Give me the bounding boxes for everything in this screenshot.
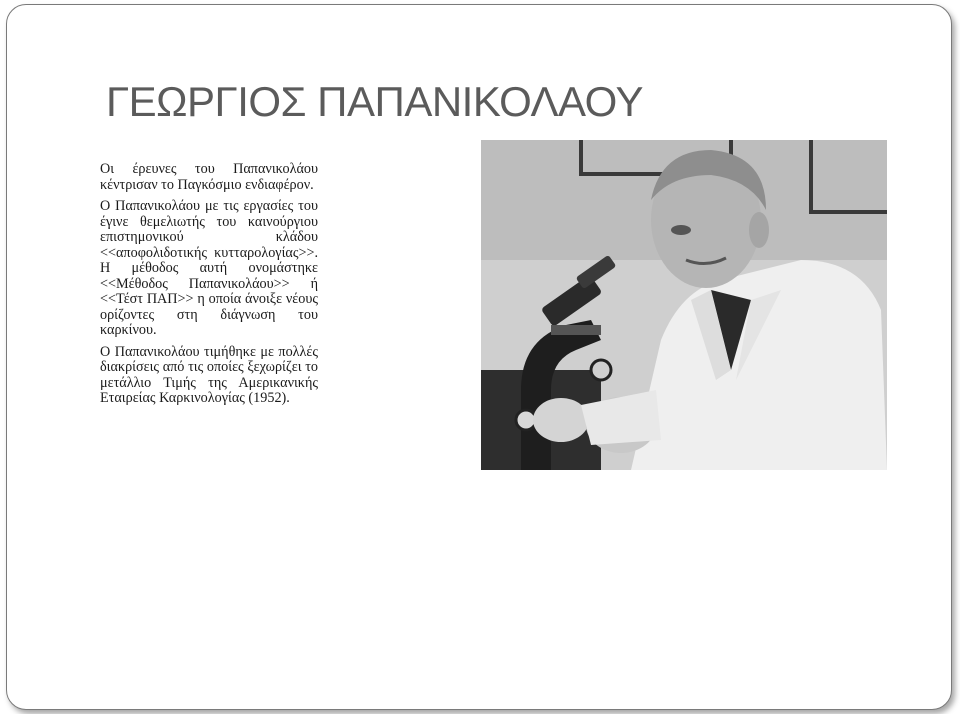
paragraph-honors: Ο Παπανικολάου τιμήθηκε με πολλές διακρίσεις από τις οποίες ξεχωρίζει το μετάλλιο Τιμής της Αμερικανικής Εταιρείας Καρκινολογίας (1952). <box>100 343 318 406</box>
portrait-photo <box>481 140 887 470</box>
paragraph-pap-method: Ο Παπανικολάου με τις εργασίες του έγινε θεμελιωτής του καινούργιου επιστημονικού κλάδου <<αποφολιδοτικής κυτταρολογίας>>. Η μέθοδος αυτή ονομάστηκε <<Μέθοδος Παπανικολάου>> ή <<Τέστ ΠΑΠ>> η οποία άνοιξε νέους ορίζοντες στη διάγνωση του καρκίνου. <box>100 198 318 338</box>
portrait-photo-graphic <box>481 140 887 470</box>
body-text <box>100 162 318 413</box>
paragraph-research-interest: Οι έρευνες του Παπανικολάου κέντρισαν το Παγκόσμιο ενδιαφέρον. <box>100 161 318 193</box>
slide-title: ΓΕΩΡΓΙΟΣ ΠΑΠΑΝΙΚΟΛΑΟΥ <box>106 78 643 125</box>
